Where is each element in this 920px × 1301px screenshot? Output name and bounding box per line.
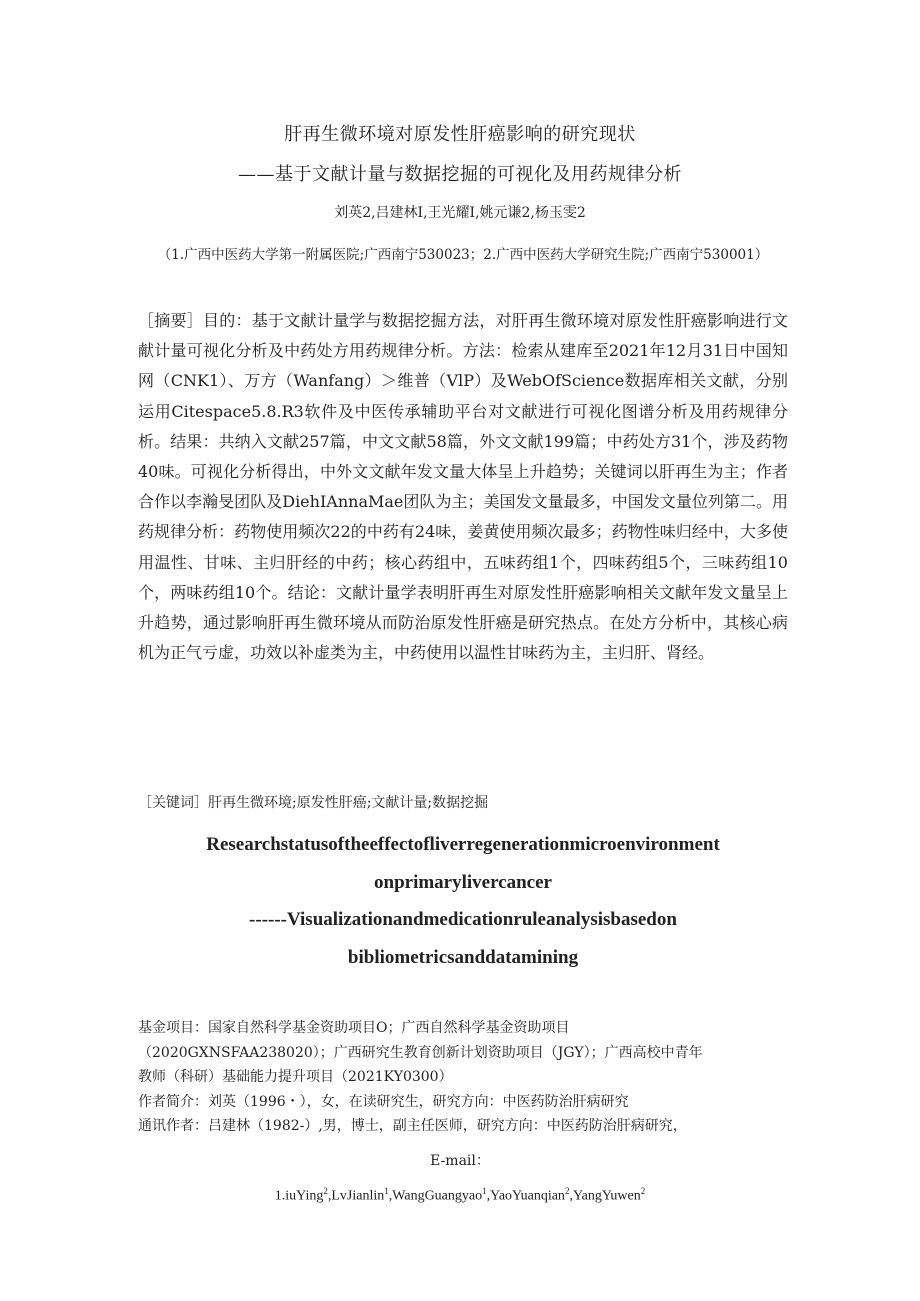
author-en-sup: 2 — [640, 1186, 646, 1196]
author-en-name: YaoYuanqian — [490, 1188, 565, 1204]
author-en-sup: 2 — [323, 1186, 328, 1196]
subtitle-chinese: ——基于文献计量与数据挖掘的可视化及用药规律分析 — [238, 164, 682, 185]
title-english-line-3: ------Visualizationandmedicationruleanalysisbasedon — [249, 909, 677, 930]
title-english-line-2: onprimarylivercancer — [374, 871, 552, 893]
keywords: ［关键词］肝再生微环境;原发性肝癌;文献计量;数据挖掘 — [138, 795, 489, 811]
author-en-sup: 1 — [384, 1186, 389, 1196]
email-label: E-mail： — [430, 1153, 490, 1169]
author-en-sup: 2 — [564, 1186, 570, 1196]
author-intro: 作者简介：刘英（1996・），女，在读研究生，研究方向：中医药防治肝病研究 — [138, 1093, 629, 1110]
title-chinese: 肝再生微环境对原发性肝癌影响的研究现状 — [284, 124, 636, 145]
corresponding-author: 通讯作者：吕建林（1982-）,男，博士，副主任医师，研究方向：中医药防治肝病研究， — [138, 1118, 687, 1134]
title-english-line-1: Researchstatusoftheeffectofliverregenerationmicroenvironment — [206, 834, 720, 855]
fund-line-3: 教师（科研）基础能力提升项目（2021KY0300） — [138, 1069, 453, 1085]
title-english — [138, 826, 788, 976]
fund-line-1: 基金项目：国家自然科学基金资助项目O；广西自然科学基金资助项目 — [138, 1020, 570, 1036]
author-en-name: YangYuwen — [572, 1188, 641, 1204]
author-en-name: 1.iuYing — [274, 1188, 324, 1204]
title-english-line-4: bibliometricsanddatamining — [347, 946, 579, 968]
affiliations: （1.广西中医药大学第一附属医院;广西南宁530023；2.广西中医药大学研究生院;广西南宁530001） — [157, 247, 769, 263]
author-en-sup: 1 — [482, 1186, 487, 1196]
author-en-name: LvJianlin — [331, 1188, 385, 1204]
abstract: ［摘要］目的：基于文献计量学与数据挖掘方法，对肝再生微环境对原发性肝癌影响进行文献计量可视化分析及中药处方用药规律分析。方法：检索从建库至2021年12月31日中国知网（CNK1）、万方（Wanfang）＞维普（VlP）及WebOfScience数据库相关文献，分别运用Citespace5.8.R3软件及中医传承辅助平台对文献进行可视化图谱分析及用药规律分析。结果：共纳入文献257篇，中文文献58篇，外文文献199篇；中药处方31个，涉及药物40味。可视化分析得出，中外文文献年发文量大体呈上升趋势；关键词以肝再生为主；作者合作以李瀚旻团队及DiehIAnnaMae团队为主；美国发文量最多，中国发文量位列第二。用药规律分析：药物使用频次22的中药有24味，姜黄使用频次最多；药物性味归经中，大多使用温性、甘味、主归肝经的中药；核心药组中，五味药组1个，四味药组5个，三味药组10个，两味药组10个。结论：文献计量学表明肝再生对原发性肝癌影响相关文献年发文量呈上升趋势，通过影响肝再生微环境从而防治原发性肝癌是研究热点。在处方分析中，其核心病机为正气亏虚，功效以补虚类为主，中药使用以温性甘味药为主，主归肝、肾经。 — [138, 311, 788, 663]
authors-english: 1.iuYing$^2$,LvJianlin$^1$,WangGuangyao$^1$,YaoYuanqian$^2$,YangYuwen$^2$ — [274, 1186, 646, 1204]
fund-line-2: （2020GXNSFAA238020）；广西研究生教育创新计划资助项目（JGY）；广西高校中青年 — [138, 1044, 703, 1061]
author-en-name: WangGuangyao — [392, 1188, 483, 1204]
footnotes — [138, 1016, 788, 1139]
authors-chinese: 刘英2,吕建林I,王光耀I,姚元谦2,杨玉雯2 — [334, 205, 586, 221]
